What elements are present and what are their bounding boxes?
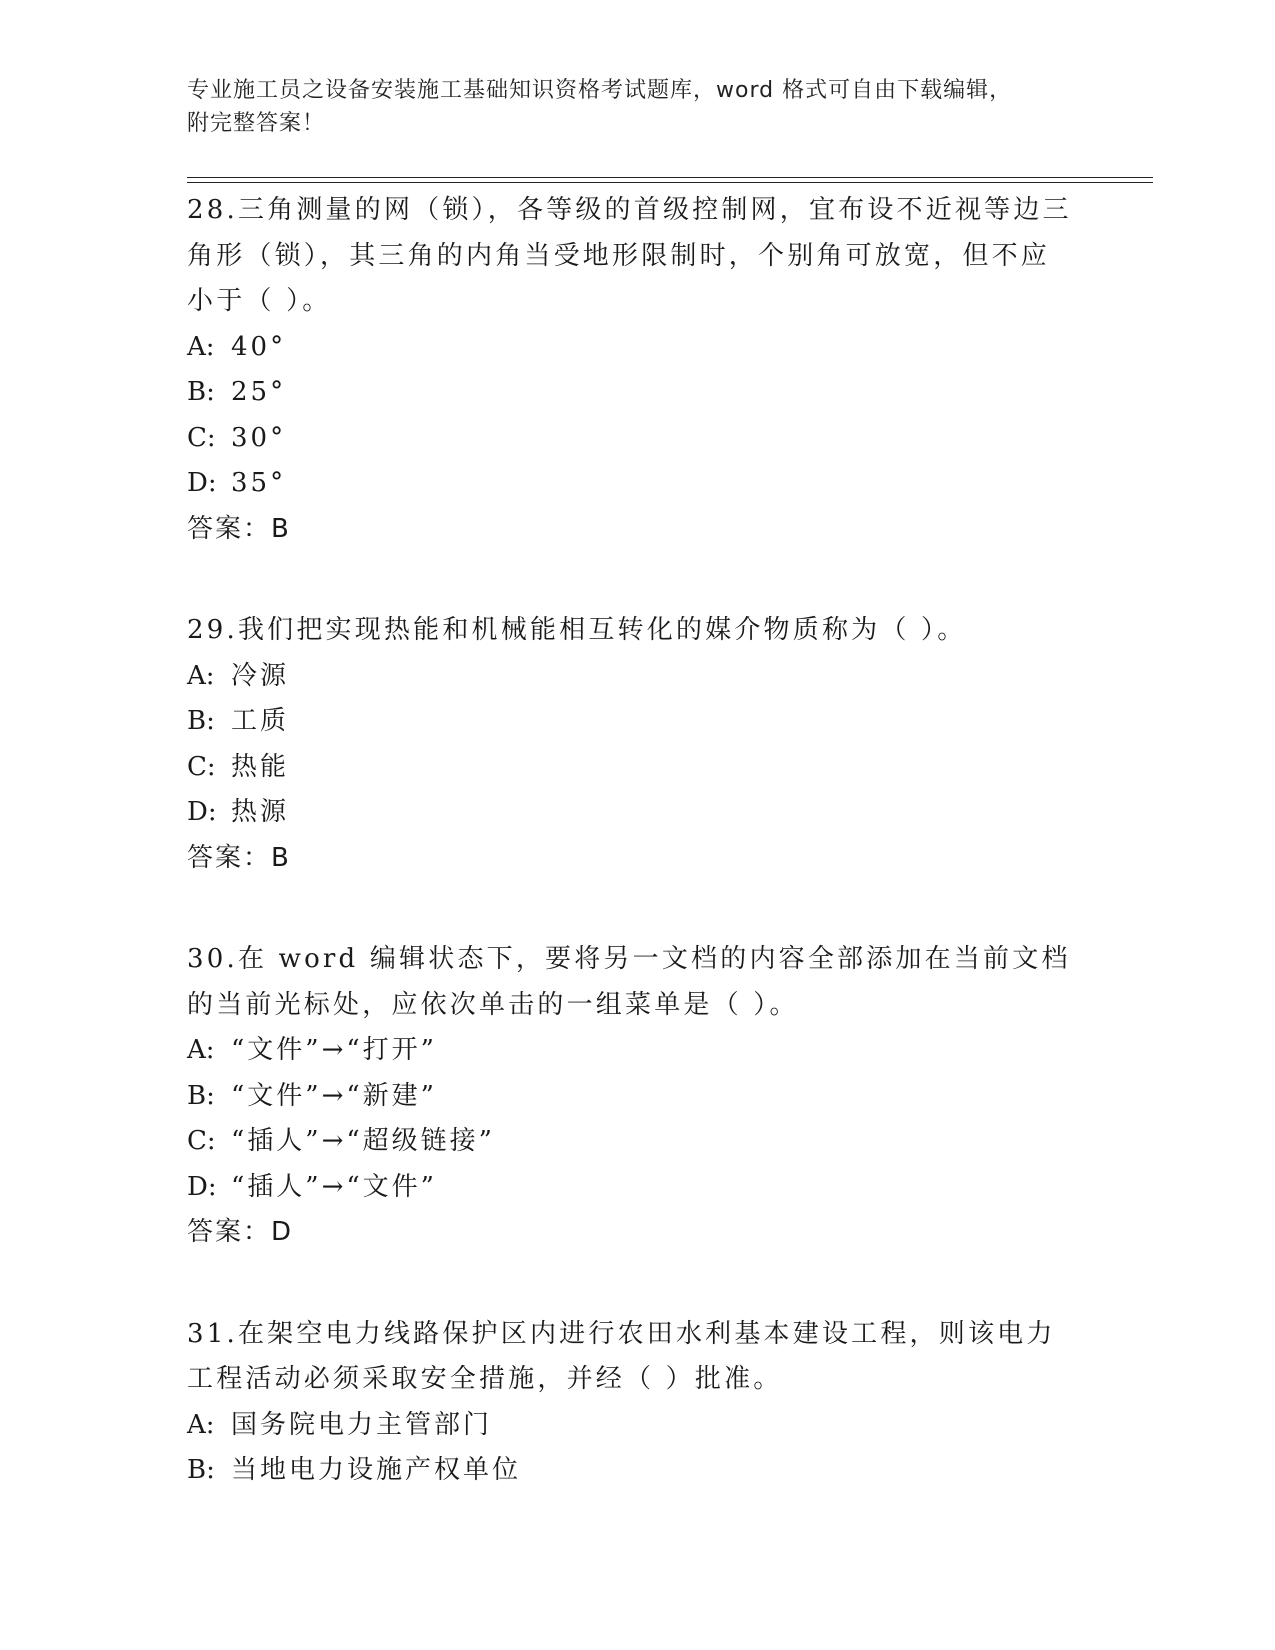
option-key: A: [187, 660, 215, 691]
question-28 [187, 188, 1147, 552]
option-text: “插人”→“文件” [231, 1171, 437, 1202]
option-text: 40° [231, 331, 287, 362]
question-stem: 28.三角测量的网（锁），各等级的首级控制网，宜布设不近视等边三角形（锁），其三角的内角当受地形限制时，个别角可放宽，但不应小于（ ）。 [187, 195, 1072, 316]
question-stem: 29.我们把实现热能和机械能相互转化的媒介物质称为（ ）。 [187, 615, 967, 645]
header-double-rule [187, 177, 1153, 183]
option-d [187, 790, 1147, 836]
option-text: 冷源 [231, 660, 290, 691]
question-list [187, 188, 1147, 1550]
option-text: 热源 [231, 797, 290, 827]
option-c [187, 1119, 1147, 1165]
option-text: 30° [231, 422, 287, 453]
option-key: B: [187, 1080, 215, 1111]
option-text: 35° [231, 468, 287, 498]
question-stem: 31.在架空电力线路保护区内进行农田水利基本建设工程，则该电力工程活动必须采取安全措施，并经（ ）批准。 [187, 1318, 1056, 1394]
answer-line: 答案：B [187, 513, 291, 544]
answer-line: 答案：D [187, 1217, 294, 1247]
option-key: C: [187, 1126, 216, 1156]
option-key: B: [187, 706, 215, 736]
question-31 [187, 1312, 1147, 1494]
option-key: D: [187, 797, 217, 827]
question-30 [187, 937, 1147, 1256]
document-header [187, 74, 1087, 140]
option-key: A: [187, 331, 215, 362]
option-key: D: [187, 1171, 217, 1202]
option-key: A: [187, 1035, 215, 1065]
option-key: D: [187, 468, 217, 498]
option-text: 25° [231, 377, 287, 407]
option-a [187, 325, 1147, 371]
option-a [187, 654, 1147, 700]
option-d [187, 461, 1147, 507]
option-text: 工质 [231, 706, 290, 736]
option-text: 热能 [231, 751, 290, 782]
option-a [187, 1028, 1147, 1074]
option-text: “文件”→“打开” [231, 1035, 437, 1065]
header-line-2: 附完整答案！ [187, 111, 326, 136]
option-text: 国务院电力主管部门 [231, 1409, 493, 1440]
option-d [187, 1165, 1147, 1211]
question-stem: 30.在 word 编辑状态下，要将另一文档的内容全部添加在当前文档的当前光标处，应依次单击的一组菜单是（ ）。 [187, 944, 1071, 1020]
option-b [187, 699, 1147, 745]
option-text: “插人”→“超级链接” [231, 1126, 495, 1156]
option-c [187, 416, 1147, 462]
option-a [187, 1403, 1147, 1449]
option-text: “文件”→“新建” [231, 1080, 437, 1111]
option-key: A: [187, 1409, 215, 1440]
option-key: B: [187, 1455, 215, 1485]
option-b [187, 1448, 1147, 1494]
option-c [187, 745, 1147, 791]
answer-line: 答案：B [187, 842, 291, 873]
option-key: C: [187, 422, 216, 453]
option-b [187, 1074, 1147, 1120]
option-text: 当地电力设施产权单位 [231, 1455, 522, 1485]
option-key: B: [187, 377, 215, 407]
option-key: C: [187, 751, 216, 782]
question-29 [187, 608, 1147, 881]
header-line-1: 专业施工员之设备安装施工基础知识资格考试题库，word 格式可自由下载编辑， [187, 78, 1013, 103]
option-b [187, 370, 1147, 416]
